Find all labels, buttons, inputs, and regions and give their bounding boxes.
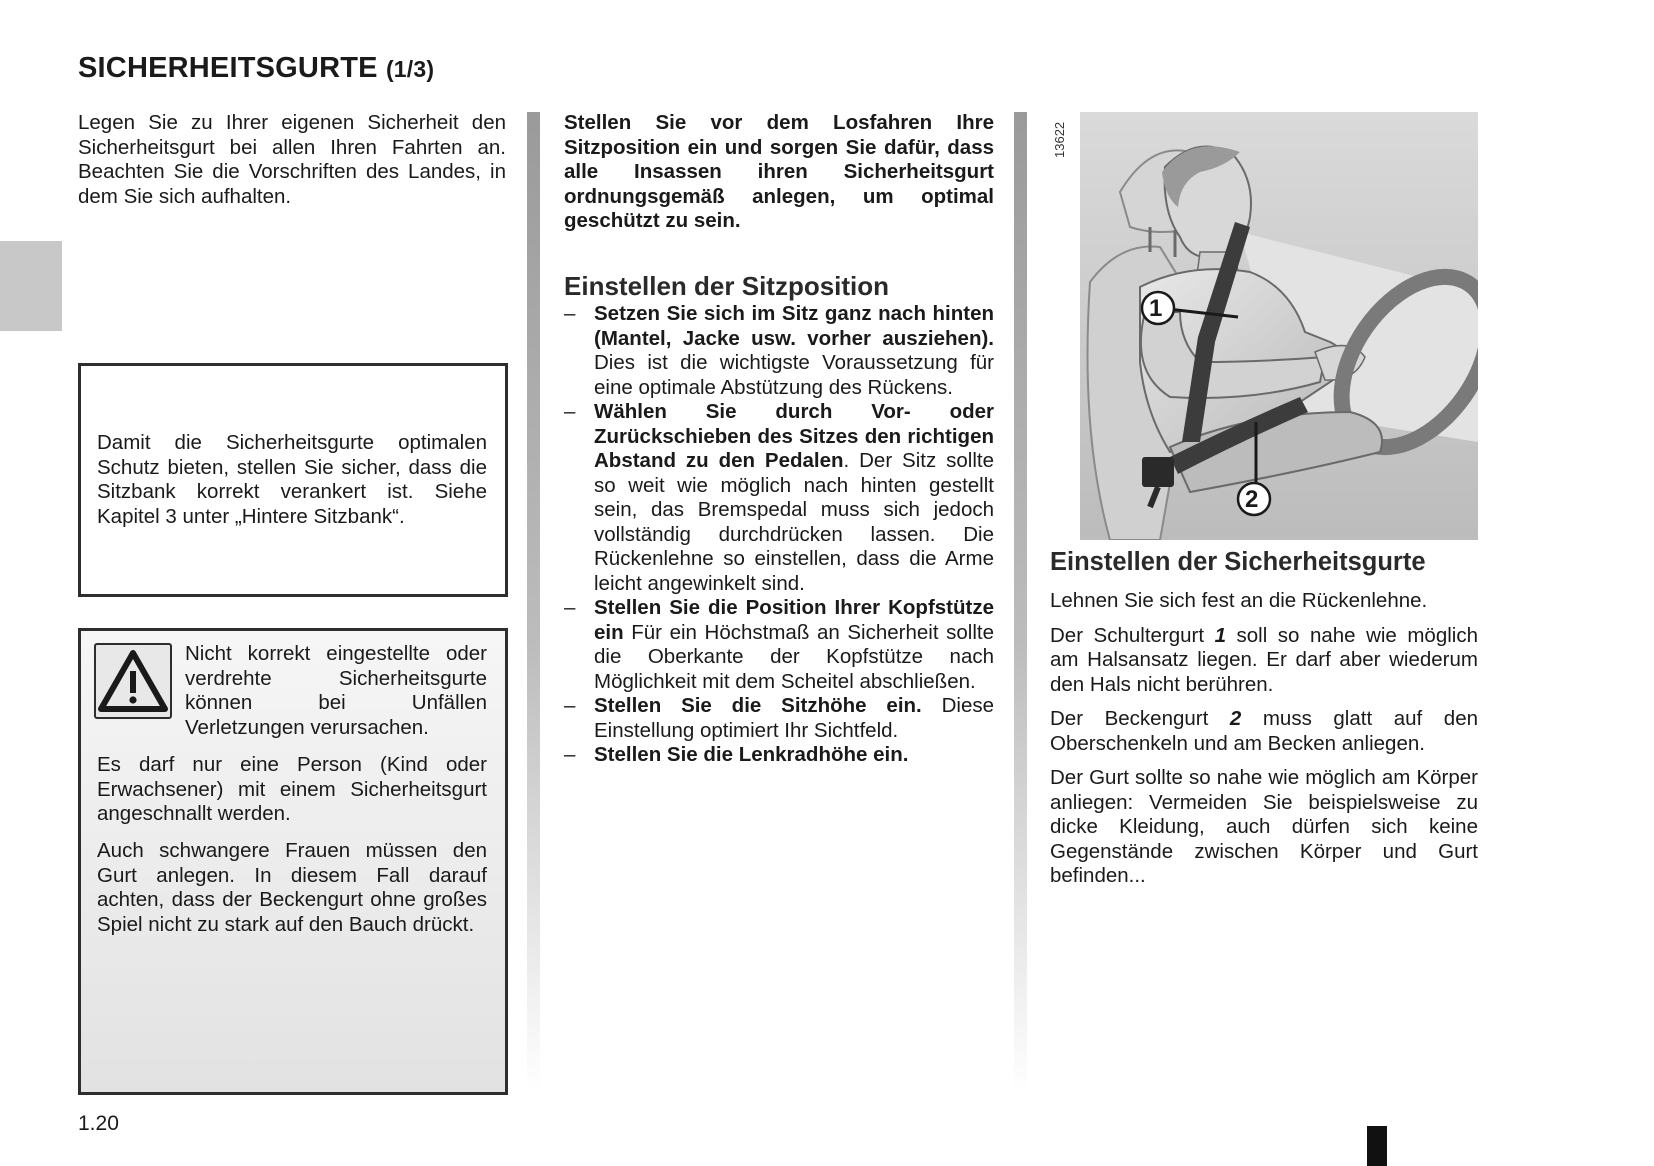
section-heading-seat: Einstellen der Sitzposition bbox=[564, 271, 890, 301]
warning-triangle-icon bbox=[94, 643, 172, 719]
warning-text-2: Es darf nur eine Person (Kind oder Erwachsener) mit einem Sicherheitsgurt angeschnallt werden. bbox=[97, 753, 487, 825]
column-separator-1 bbox=[527, 112, 540, 1092]
list-item-text: Für ein Höchstmaß an Sicherheit sollte die Oberkante der Kopfstütze nach Möglichkeit mit dem Scheitel abschließen. bbox=[594, 620, 994, 693]
info-box bbox=[78, 363, 508, 597]
chapter-tab bbox=[0, 241, 62, 331]
list-item bbox=[564, 596, 994, 694]
intro-paragraph: Legen Sie zu Ihrer eigenen Sicherheit den Sicherheitsgurt bei allen Ihren Fahrten an. Beachten Sie die Vorschriften des Landes, in dem Sie sich aufhalten. bbox=[78, 111, 506, 208]
page-title bbox=[78, 52, 434, 85]
list-item-text: Dies ist die wichtigste Voraussetzung für eine optimale Abstützung des Rückens. bbox=[594, 351, 994, 399]
list-item-bold: Setzen Sie sich im Sitz ganz nach hinten (Mantel, Jacke usw. vorher ausziehen). bbox=[594, 302, 994, 350]
list-item-bold: Stellen Sie die Position Ihrer Kopfstütze ein bbox=[594, 596, 994, 644]
belt-paragraph-4: Der Gurt sollte so nahe wie möglich am Körper anliegen: Vermeiden Sie beispielsweise zu dicke Kleidung, auch dürfen sich keine Gegenstände zwischen Körper und Gurt befinden... bbox=[1050, 766, 1478, 887]
info-box-text: Damit die Sicherheitsgurte optimalen Schutz bieten, stellen Sie sicher, dass die Sitzbank korrekt verankert ist. Siehe Kapitel 3 unter „Hintere Sitzbank“. bbox=[97, 431, 487, 528]
page-number: 1.20 bbox=[78, 1112, 119, 1135]
lead-paragraph: Stellen Sie vor dem Losfahren Ihre Sitzposition ein und sorgen Sie dafür, dass alle Insassen ihren Sicherheitsgurt ordnungsgemäß anlegen, um optimal geschützt zu sein. bbox=[564, 111, 994, 232]
list-item bbox=[564, 743, 994, 768]
column-separator-2 bbox=[1014, 112, 1027, 1092]
callout-1: 1 bbox=[1149, 295, 1163, 322]
warning-text-3: Auch schwangere Frauen müssen den Gurt anlegen. In diesem Fall darauf achten, dass der Beckengurt ohne großes Spiel nicht zu stark auf den Bauch drückt. bbox=[97, 839, 487, 936]
belt-paragraph-3: Der Beckengurt 2 muss glatt auf den Oberschenkeln und am Becken anliegen. bbox=[1050, 707, 1478, 755]
image-code: 13622 bbox=[1052, 121, 1067, 158]
title-main: SICHERHEITSGURTE bbox=[78, 52, 378, 84]
list-item-bold: Wählen Sie durch Vor- oder Zurückschieben des Sitzes den richtigen Abstand zu den Pedalen bbox=[594, 400, 994, 472]
list-item-bold: Stellen Sie die Lenkradhöhe ein. bbox=[594, 743, 909, 766]
seatbelt-illustration bbox=[1050, 112, 1478, 540]
seat-instructions-list bbox=[564, 302, 994, 768]
page-edge-marker bbox=[1367, 1126, 1387, 1166]
warning-text-1: Nicht korrekt eingestellte oder verdrehte Sicherheitsgurte können bei Unfällen Verletzungen verursachen. bbox=[185, 642, 487, 739]
belt-instructions bbox=[1050, 589, 1478, 889]
list-item-text: . Der Sitz sollte so weit wie möglich nach hinten gestellt sein, das Bremspedal muss sich jedoch vollständig durchdrücken lassen. Die Rückenlehne so einstellen, dass die Arme leicht angewinkelt sind. bbox=[594, 449, 994, 595]
list-item bbox=[564, 694, 994, 743]
belt-paragraph-2: Der Schultergurt 1 soll so nahe wie möglich am Halsansatz liegen. Er darf aber wiederum den Hals nicht berühren. bbox=[1050, 623, 1478, 696]
list-item-bold: Stellen Sie die Sitzhöhe ein. bbox=[594, 694, 922, 717]
list-item bbox=[564, 400, 994, 596]
title-page-indicator: (1/3) bbox=[385, 56, 435, 82]
list-item-text: Diese Einstellung optimiert Ihr Sichtfeld. bbox=[594, 694, 994, 742]
list-item bbox=[564, 302, 994, 400]
warning-box bbox=[78, 628, 508, 1095]
section-heading-belt: Einstellen der Sicherheitsgurte bbox=[1050, 548, 1426, 576]
callout-2: 2 bbox=[1245, 486, 1259, 513]
belt-paragraph-1: Lehnen Sie sich fest an die Rückenlehne. bbox=[1050, 589, 1428, 612]
